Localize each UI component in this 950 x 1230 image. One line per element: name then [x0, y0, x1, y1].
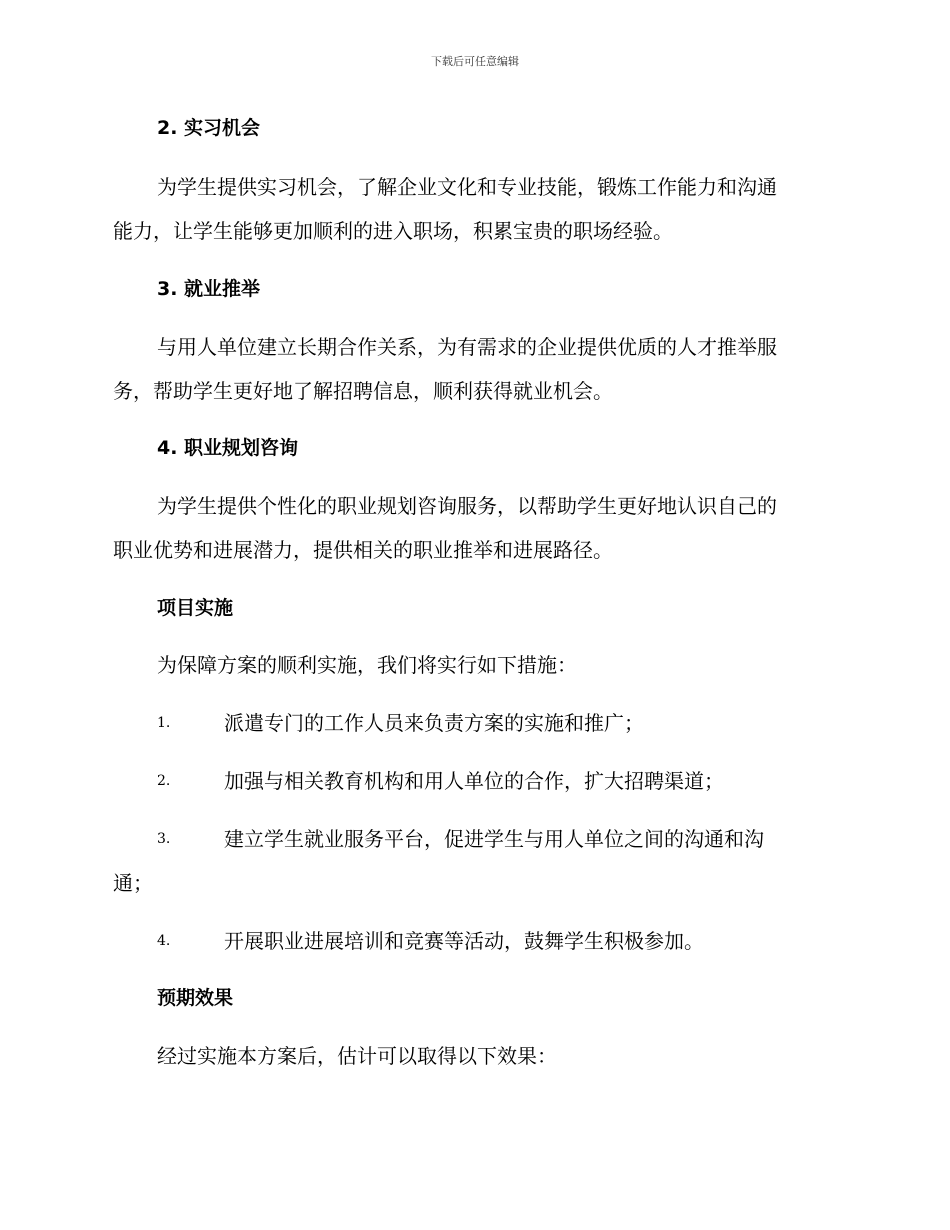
list-item-number: 4. — [157, 933, 171, 949]
section-heading-recommendation: 3. 就业推举 — [157, 278, 261, 300]
section-heading-implementation: 项目实施 — [157, 597, 234, 619]
implementation-intro: 为保障方案的顺利实施，我们将实行如下措施： — [157, 653, 577, 677]
list-item-number: 2. — [157, 773, 171, 789]
paragraph-line: 与用人单位建立长期合作关系，为有需求的企业提供优质的人才推举服 — [157, 335, 777, 359]
section-heading-internship: 2. 实习机会 — [157, 117, 261, 139]
paragraph-line: 能力，让学生能够更加顺利的进入职场，积累宝贵的职场经验。 — [113, 219, 673, 243]
list-item-text: 开展职业进展培训和竞赛等活动，鼓舞学生积极参加。 — [224, 929, 704, 953]
list-item-continuation: 通； — [113, 871, 153, 895]
paragraph-line: 务，帮助学生更好地了解招聘信息，顺利获得就业机会。 — [113, 379, 613, 403]
list-item-text: 建立学生就业服务平台，促进学生与用人单位之间的沟通和沟 — [224, 827, 764, 851]
expected-intro: 经过实施本方案后，估计可以取得以下效果： — [157, 1044, 557, 1068]
list-item-number: 1. — [157, 715, 171, 731]
list-item-number: 3. — [157, 831, 171, 847]
page-header-note: 下载后可任意编辑 — [431, 55, 519, 68]
paragraph-line: 职业优势和进展潜力，提供相关的职业推举和进展路径。 — [113, 538, 613, 562]
list-item-text: 加强与相关教育机构和用人单位的合作，扩大招聘渠道； — [224, 769, 724, 793]
section-heading-expected: 预期效果 — [157, 987, 234, 1009]
paragraph-line: 为学生提供实习机会，了解企业文化和专业技能，锻炼工作能力和沟通 — [157, 175, 777, 199]
list-item-text: 派遣专门的工作人员来负责方案的实施和推广； — [224, 711, 644, 735]
section-heading-career-planning: 4. 职业规划咨询 — [157, 437, 299, 459]
paragraph-line: 为学生提供个性化的职业规划咨询服务，以帮助学生更好地认识自己的 — [157, 494, 777, 518]
